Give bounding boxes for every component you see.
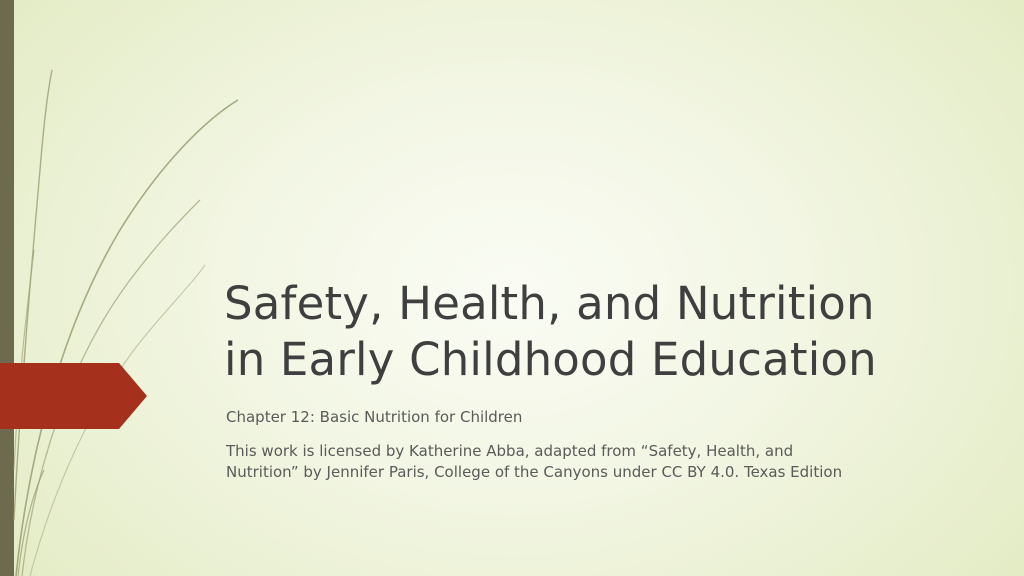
grass-stalk-1 xyxy=(16,100,238,576)
title-line-2: in Early Childhood Education xyxy=(224,333,877,386)
red-arrow-accent xyxy=(0,363,150,429)
slide-subtitle: Chapter 12: Basic Nutrition for Children xyxy=(226,408,523,426)
license-text xyxy=(226,441,986,483)
license-line-2: Nutrition” by Jennifer Paris, College of the Canyons under CC BY 4.0. Texas Edition xyxy=(226,463,843,481)
slide-title xyxy=(224,276,1004,388)
title-line-1: Safety, Health, and Nutrition xyxy=(224,277,875,330)
grass-stalk-6 xyxy=(18,470,44,576)
license-line-1: This work is licensed by Katherine Abba, adapted from “Safety, Health, and xyxy=(226,442,794,460)
grass-stalks-decoration xyxy=(0,0,260,576)
